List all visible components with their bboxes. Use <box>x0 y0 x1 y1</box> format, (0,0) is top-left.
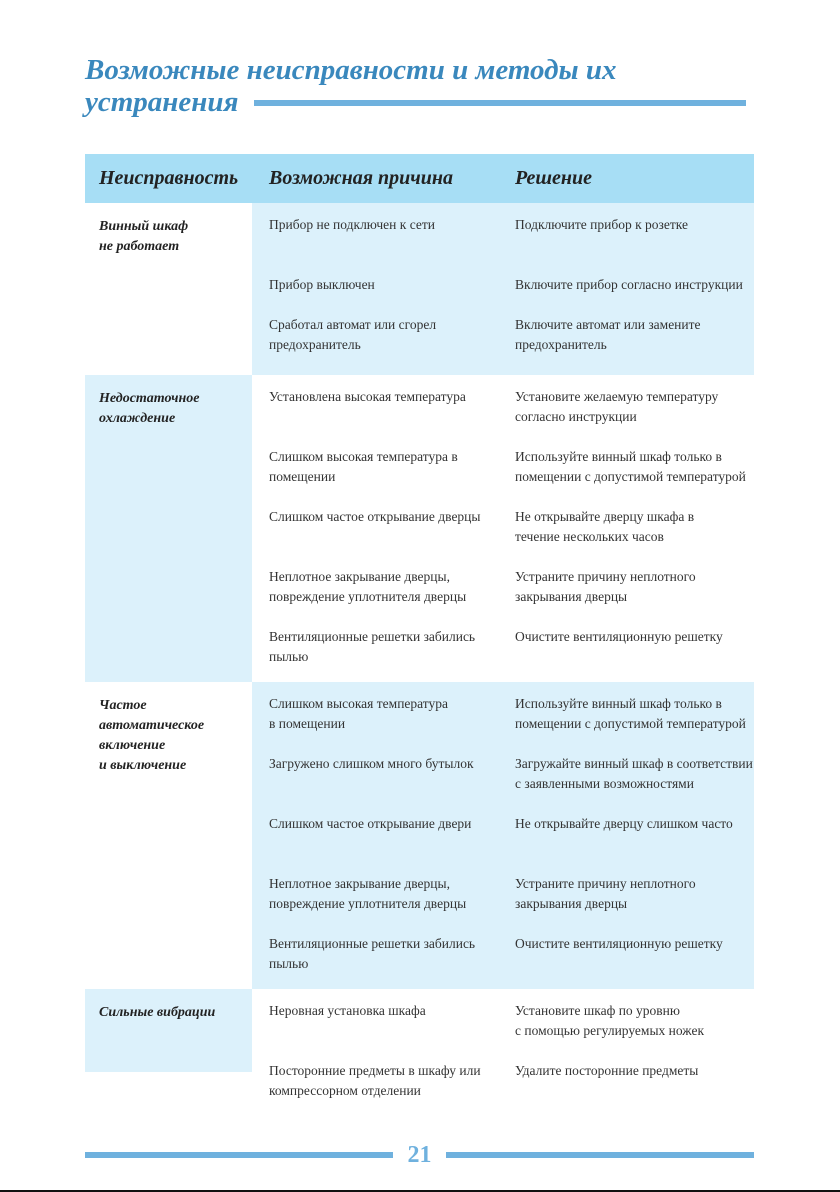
table-row <box>252 507 754 567</box>
page-title-line-2: устранения <box>85 86 239 118</box>
table-row <box>252 447 754 507</box>
footer-rule-right <box>446 1152 754 1158</box>
solution-cell: Очистите вентиляционную решетку <box>515 629 723 644</box>
page-footer <box>85 1140 754 1170</box>
cause-cell: Прибор выключен <box>269 277 375 292</box>
solution-cell: Устраните причину неплотного закрывания дверцы <box>515 876 696 911</box>
header-cause: Возможная причина <box>269 167 454 189</box>
header-fault: Неисправность <box>99 167 239 189</box>
cause-cell: Прибор не подключен к сети <box>269 217 435 232</box>
group-rows <box>252 989 754 1121</box>
table-row <box>252 754 754 814</box>
page-title-line-1: Возможные неисправности и методы их <box>85 54 617 86</box>
table-row <box>252 627 754 682</box>
fault-label: Частое автоматическое включение и выключение <box>99 698 205 773</box>
page-title <box>85 54 765 118</box>
cause-cell: Сработал автомат или сгорел предохранитель <box>269 317 437 352</box>
solution-cell: Используйте винный шкаф только в помещении с допустимой температурой <box>515 449 746 484</box>
cause-cell: Слишком частое открывание двери <box>269 816 472 831</box>
solution-cell: Загружайте винный шкаф в соответствии с заявленными возможностями <box>515 756 753 791</box>
solution-cell: Используйте винный шкаф только в помещении с допустимой температурой <box>515 696 746 731</box>
table-row <box>252 215 754 275</box>
page-title-line-2-wrap <box>85 86 765 118</box>
table-group-strong-vibration <box>85 989 754 1121</box>
fault-label: Винный шкаф не работает <box>99 219 189 254</box>
table-row <box>252 567 754 627</box>
header-solution: Решение <box>515 167 593 189</box>
table-row <box>252 315 754 375</box>
solution-cell: Подключите прибор к розетке <box>515 217 688 232</box>
cause-cell: Неплотное закрывание дверцы, повреждение уплотнителя дверцы <box>269 876 467 911</box>
cause-cell: Вентиляционные решетки забились пылью <box>269 629 476 664</box>
cause-cell: Установлена высокая температура <box>269 389 466 404</box>
table-row <box>252 934 754 989</box>
cause-cell: Слишком высокая температура в помещении <box>269 449 458 484</box>
title-underline-rule <box>254 100 746 106</box>
fault-cell <box>85 203 252 375</box>
cause-cell: Неплотное закрывание дверцы, повреждение уплотнителя дверцы <box>269 569 467 604</box>
solution-cell: Установите желаемую температуру согласно инструкции <box>515 389 719 424</box>
group-rows <box>252 203 754 375</box>
fault-label: Сильные вибрации <box>99 1005 216 1020</box>
cause-cell: Загружено слишком много бутылок <box>269 756 474 771</box>
solution-cell: Включите автомат или замените предохранитель <box>515 317 701 352</box>
fault-cell <box>85 989 252 1072</box>
cause-cell: Слишком высокая температура в помещении <box>269 696 449 731</box>
cause-cell: Вентиляционные решетки забились пылью <box>269 936 476 971</box>
footer-rule-left <box>85 1152 393 1158</box>
solution-cell: Удалите посторонние предметы <box>515 1063 699 1078</box>
table-row <box>252 1001 754 1061</box>
table-row <box>252 387 754 447</box>
table-row <box>252 814 754 874</box>
table-group-frequent-cycling <box>85 682 754 989</box>
fault-cell <box>85 375 252 682</box>
fault-label: Недостаточное охлаждение <box>99 391 200 426</box>
solution-cell: Очистите вентиляционную решетку <box>515 936 723 951</box>
cause-cell: Слишком частое открывание дверцы <box>269 509 481 524</box>
table-group-not-working <box>85 203 754 375</box>
table-row <box>252 1061 754 1121</box>
solution-cell: Не открывайте дверцу слишком часто <box>515 816 733 831</box>
table-row <box>252 275 754 315</box>
solution-cell: Установите шкаф по уровню с помощью регулируемых ножек <box>515 1003 704 1038</box>
cause-cell: Неровная установка шкафа <box>269 1003 426 1018</box>
table-row <box>252 874 754 934</box>
group-rows <box>252 375 754 682</box>
table-header-row <box>85 154 754 203</box>
group-rows <box>252 682 754 989</box>
solution-cell: Устраните причину неплотного закрывания дверцы <box>515 569 696 604</box>
page-number: 21 <box>407 1141 432 1168</box>
solution-cell: Включите прибор согласно инструкции <box>515 277 743 292</box>
fault-column <box>85 989 252 1121</box>
cause-cell: Посторонние предметы в шкафу или компрессорном отделении <box>269 1063 481 1098</box>
fault-cell <box>85 682 252 989</box>
solution-cell: Не открывайте дверцу шкафа в течение нескольких часов <box>515 509 695 544</box>
troubleshooting-table <box>85 154 754 1121</box>
table-group-insufficient-cooling <box>85 375 754 682</box>
table-row <box>252 694 754 754</box>
